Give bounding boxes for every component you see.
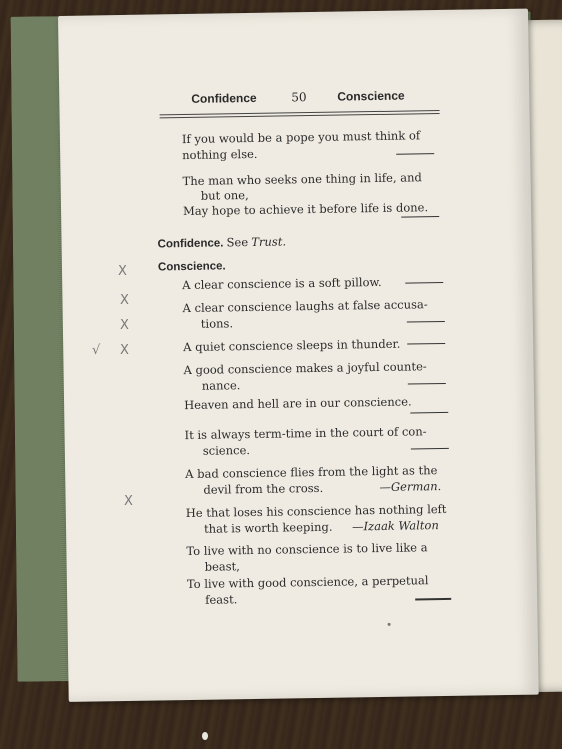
- quote-line: that is worth keeping.: [203, 519, 333, 536]
- quote-line: feast.: [205, 592, 238, 607]
- quote-line: A clear conscience is a soft pillow.: [182, 274, 382, 293]
- confidence-entry: [157, 234, 286, 250]
- quote-line: He that loses his conscience has nothing left: [185, 501, 447, 521]
- page-speck: [388, 623, 391, 626]
- quote-line: A clear conscience laughs at false accusa-: [182, 297, 428, 316]
- see-label: See: [226, 235, 249, 250]
- confidence-heading: Confidence.: [157, 237, 224, 251]
- quote-line: beast,: [204, 559, 240, 574]
- quote-line: nance.: [201, 378, 241, 393]
- page-number: 50: [291, 90, 307, 105]
- section-dash: [401, 216, 439, 218]
- pencil-cross-mark: X: [124, 494, 133, 509]
- pencil-check-mark: √: [92, 343, 101, 358]
- quote-line: devil from the cross.: [203, 480, 324, 497]
- intro-line: nothing else.: [182, 146, 258, 163]
- quote-line: It is always term-time in the court of con-: [184, 424, 427, 443]
- quote-dash: [407, 343, 445, 345]
- quote-dash: [407, 321, 445, 323]
- attribution-german: —German.: [379, 479, 442, 495]
- running-head: [169, 88, 429, 112]
- quote-dash: [405, 282, 443, 284]
- attribution-walton: —Izaak Walton: [351, 518, 439, 534]
- conscience-heading: Conscience.: [157, 260, 226, 274]
- quote-line: To live with good conscience, a perpetual: [186, 573, 429, 592]
- intro-line: If you would be a pope you must think of: [181, 128, 421, 147]
- quote-dash: [411, 448, 449, 450]
- quote-line: A bad conscience flies from the light as the: [185, 463, 438, 482]
- pencil-cross-mark: X: [120, 293, 129, 308]
- quote-dash: [410, 412, 448, 414]
- quote-line: Heaven and hell are in our conscience.: [184, 394, 412, 413]
- quote-line: science.: [202, 443, 251, 458]
- quote-line: A good conscience makes a joyful counte-: [183, 359, 427, 378]
- pencil-cross-mark: X: [118, 264, 127, 279]
- see-target: Trust.: [251, 234, 287, 249]
- quote-line: tions.: [200, 316, 234, 331]
- intro-line: May hope to achieve it before life is done.: [182, 200, 429, 219]
- book-page: [58, 9, 539, 702]
- quote-line: To live with no conscience is to live like a: [186, 540, 428, 559]
- quote-line: A quiet conscience sleeps in thunder.: [183, 336, 401, 355]
- running-head-left: Confidence: [191, 90, 257, 106]
- pencil-cross-mark: X: [120, 318, 129, 333]
- floor-reflection: [202, 732, 208, 740]
- quote-dash: [415, 598, 451, 601]
- section-dash: [396, 153, 434, 155]
- running-head-right: Conscience: [337, 88, 405, 104]
- intro-line: but one,: [200, 188, 249, 203]
- intro-line: The man who seeks one thing in life, and: [182, 170, 422, 189]
- pencil-cross-mark: X: [120, 343, 129, 358]
- quote-dash: [408, 383, 446, 385]
